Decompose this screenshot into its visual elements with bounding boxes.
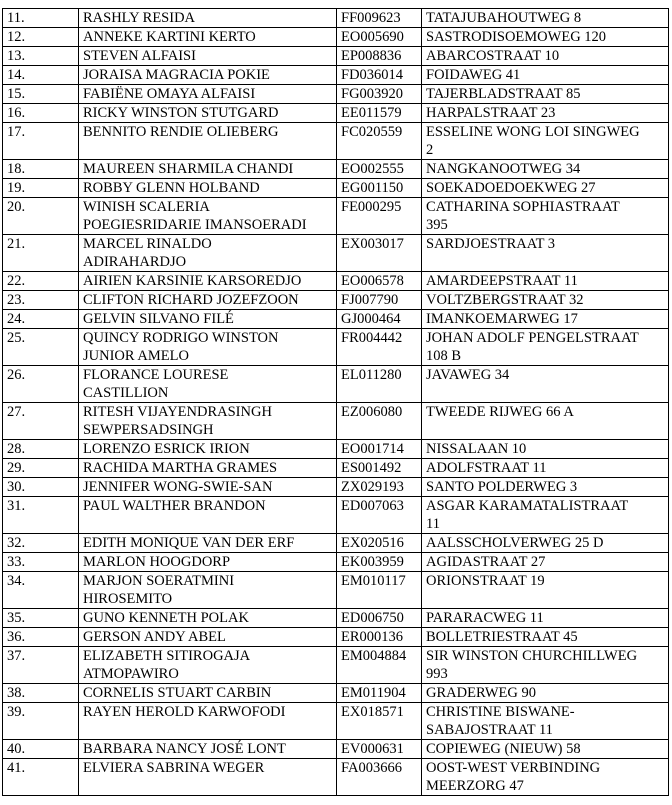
table-row	[3, 272, 669, 291]
address-cell: AALSSCHOLVERWEG 25 D	[422, 534, 669, 553]
id-number-cell: FE000295	[337, 198, 422, 235]
table-row	[3, 198, 669, 235]
address-cell: AMARDEEPSTRAAT 11	[422, 272, 669, 291]
table-row	[3, 684, 669, 703]
row-number-cell: 21.	[3, 235, 79, 272]
id-number-cell: EO001714	[337, 440, 422, 459]
id-number-cell: EM004884	[337, 647, 422, 684]
row-number-cell: 39.	[3, 703, 79, 740]
table-row	[3, 179, 669, 198]
address-cell: SIR WINSTON CHURCHILLWEG 993	[422, 647, 669, 684]
address-cell: OOST-WEST VERBINDING MEERZORG 47	[422, 759, 669, 796]
row-number-cell: 37.	[3, 647, 79, 684]
address-cell: ESSELINE WONG LOI SINGWEG 2	[422, 123, 669, 160]
table-row	[3, 628, 669, 647]
address-cell: SOEKADOEDOEKWEG 27	[422, 179, 669, 198]
row-number-cell: 25.	[3, 329, 79, 366]
id-number-cell: FC020559	[337, 123, 422, 160]
row-number-cell: 29.	[3, 459, 79, 478]
address-cell: IMANKOEMARWEG 17	[422, 310, 669, 329]
address-cell: HARPALSTRAAT 23	[422, 104, 669, 123]
address-cell: NISSALAAN 10	[422, 440, 669, 459]
id-number-cell: EO006578	[337, 272, 422, 291]
id-number-cell: FF009623	[337, 9, 422, 28]
table-row	[3, 759, 669, 796]
name-cell: STEVEN ALFAISI	[79, 47, 337, 66]
table-row	[3, 740, 669, 759]
row-number-cell: 23.	[3, 291, 79, 310]
name-cell: ROBBY GLENN HOLBAND	[79, 179, 337, 198]
id-number-cell: EX003017	[337, 235, 422, 272]
name-cell: AIRIEN KARSINIE KARSOREDJO	[79, 272, 337, 291]
id-number-cell: EM011904	[337, 684, 422, 703]
name-cell: GELVIN SILVANO FILÉ	[79, 310, 337, 329]
name-cell: MARCEL RINALDO ADIRAHARDJO	[79, 235, 337, 272]
table-row	[3, 9, 669, 28]
name-cell: GERSON ANDY ABEL	[79, 628, 337, 647]
row-number-cell: 33.	[3, 553, 79, 572]
row-number-cell: 24.	[3, 310, 79, 329]
table-row	[3, 440, 669, 459]
address-cell: ORIONSTRAAT 19	[422, 572, 669, 609]
id-number-cell: ES001492	[337, 459, 422, 478]
name-cell: QUINCY RODRIGO WINSTON JUNIOR AMELO	[79, 329, 337, 366]
name-cell: RASHLY RESIDA	[79, 9, 337, 28]
address-cell: COPIEWEG (NIEUW) 58	[422, 740, 669, 759]
address-cell: GRADERWEG 90	[422, 684, 669, 703]
id-number-cell: FD036014	[337, 66, 422, 85]
address-cell: CHRISTINE BISWANE- SABAJOSTRAAT 11	[422, 703, 669, 740]
name-cell: CLIFTON RICHARD JOZEFZOON	[79, 291, 337, 310]
table-row	[3, 291, 669, 310]
address-cell: ABARCOSTRAAT 10	[422, 47, 669, 66]
row-number-cell: 17.	[3, 123, 79, 160]
row-number-cell: 32.	[3, 534, 79, 553]
name-cell: JORAISA MAGRACIA POKIE	[79, 66, 337, 85]
name-cell: ELIZABETH SITIROGAJA ATMOPAWIRO	[79, 647, 337, 684]
address-cell: JOHAN ADOLF PENGELSTRAAT 108 B	[422, 329, 669, 366]
id-number-cell: ZX029193	[337, 478, 422, 497]
table-row	[3, 329, 669, 366]
id-number-cell: EX020516	[337, 534, 422, 553]
address-cell: PARARACWEG 11	[422, 609, 669, 628]
name-cell: PAUL WALTHER BRANDON	[79, 497, 337, 534]
address-cell: TATAJUBAHOUTWEG 8	[422, 9, 669, 28]
table-row	[3, 66, 669, 85]
table-row	[3, 366, 669, 403]
name-cell: WINISH SCALERIA POEGIESRIDARIE IMANSOERADI	[79, 198, 337, 235]
row-number-cell: 11.	[3, 9, 79, 28]
address-cell: TWEEDE RIJWEG 66 A	[422, 403, 669, 440]
table-row	[3, 85, 669, 104]
id-number-cell: FR004442	[337, 329, 422, 366]
row-number-cell: 30.	[3, 478, 79, 497]
registry-table	[2, 8, 669, 796]
table-row	[3, 28, 669, 47]
id-number-cell: FA003666	[337, 759, 422, 796]
row-number-cell: 40.	[3, 740, 79, 759]
address-cell: BOLLETRIESTRAAT 45	[422, 628, 669, 647]
row-number-cell: 16.	[3, 104, 79, 123]
address-cell: FOIDAWEG 41	[422, 66, 669, 85]
name-cell: RITESH VIJAYENDRASINGH SEWPERSADSINGH	[79, 403, 337, 440]
row-number-cell: 15.	[3, 85, 79, 104]
table-row	[3, 647, 669, 684]
name-cell: ELVIERA SABRINA WEGER	[79, 759, 337, 796]
name-cell: MAUREEN SHARMILA CHANDI	[79, 160, 337, 179]
row-number-cell: 22.	[3, 272, 79, 291]
id-number-cell: ER000136	[337, 628, 422, 647]
table-row	[3, 497, 669, 534]
name-cell: RAYEN HEROLD KARWOFODI	[79, 703, 337, 740]
name-cell: LORENZO ESRICK IRION	[79, 440, 337, 459]
id-number-cell: EM010117	[337, 572, 422, 609]
name-cell: EDITH MONIQUE VAN DER ERF	[79, 534, 337, 553]
row-number-cell: 41.	[3, 759, 79, 796]
row-number-cell: 20.	[3, 198, 79, 235]
id-number-cell: EG001150	[337, 179, 422, 198]
name-cell: GUNO KENNETH POLAK	[79, 609, 337, 628]
name-cell: MARJON SOERATMINI HIROSEMITO	[79, 572, 337, 609]
name-cell: JENNIFER WONG-SWIE-SAN	[79, 478, 337, 497]
id-number-cell: FG003920	[337, 85, 422, 104]
address-cell: ASGAR KARAMATALISTRAAT 11	[422, 497, 669, 534]
table-row	[3, 553, 669, 572]
id-number-cell: EZ006080	[337, 403, 422, 440]
row-number-cell: 38.	[3, 684, 79, 703]
id-number-cell: EE011579	[337, 104, 422, 123]
address-cell: NANGKANOOTWEG 34	[422, 160, 669, 179]
name-cell: FABIËNE OMAYA ALFAISI	[79, 85, 337, 104]
name-cell: FLORANCE LOURESE CASTILLION	[79, 366, 337, 403]
table-row	[3, 478, 669, 497]
id-number-cell: EX018571	[337, 703, 422, 740]
table-row	[3, 123, 669, 160]
row-number-cell: 26.	[3, 366, 79, 403]
table-row	[3, 310, 669, 329]
row-number-cell: 18.	[3, 160, 79, 179]
id-number-cell: ED006750	[337, 609, 422, 628]
name-cell: ANNEKE KARTINI KERTO	[79, 28, 337, 47]
row-number-cell: 27.	[3, 403, 79, 440]
row-number-cell: 19.	[3, 179, 79, 198]
address-cell: AGIDASTRAAT 27	[422, 553, 669, 572]
address-cell: SANTO POLDERWEG 3	[422, 478, 669, 497]
name-cell: BENNITO RENDIE OLIEBERG	[79, 123, 337, 160]
table-row	[3, 609, 669, 628]
table-row	[3, 160, 669, 179]
table-row	[3, 235, 669, 272]
id-number-cell: GJ000464	[337, 310, 422, 329]
id-number-cell: EL011280	[337, 366, 422, 403]
table-body	[3, 9, 669, 796]
id-number-cell: EO005690	[337, 28, 422, 47]
row-number-cell: 36.	[3, 628, 79, 647]
address-cell: JAVAWEG 34	[422, 366, 669, 403]
row-number-cell: 14.	[3, 66, 79, 85]
name-cell: BARBARA NANCY JOSÉ LONT	[79, 740, 337, 759]
id-number-cell: EV000631	[337, 740, 422, 759]
row-number-cell: 34.	[3, 572, 79, 609]
address-cell: TAJERBLADSTRAAT 85	[422, 85, 669, 104]
table-row	[3, 47, 669, 66]
address-cell: CATHARINA SOPHIASTRAAT 395	[422, 198, 669, 235]
id-number-cell: EP008836	[337, 47, 422, 66]
id-number-cell: FJ007790	[337, 291, 422, 310]
table-row	[3, 104, 669, 123]
table-row	[3, 403, 669, 440]
row-number-cell: 12.	[3, 28, 79, 47]
id-number-cell: EO002555	[337, 160, 422, 179]
name-cell: MARLON HOOGDORP	[79, 553, 337, 572]
table-row	[3, 703, 669, 740]
table-row	[3, 572, 669, 609]
name-cell: RICKY WINSTON STUTGARD	[79, 104, 337, 123]
name-cell: RACHIDA MARTHA GRAMES	[79, 459, 337, 478]
row-number-cell: 28.	[3, 440, 79, 459]
address-cell: ADOLFSTRAAT 11	[422, 459, 669, 478]
table-row	[3, 459, 669, 478]
row-number-cell: 13.	[3, 47, 79, 66]
address-cell: SASTRODISOEMOWEG 120	[422, 28, 669, 47]
address-cell: VOLTZBERGSTRAAT 32	[422, 291, 669, 310]
row-number-cell: 31.	[3, 497, 79, 534]
name-cell: CORNELIS STUART CARBIN	[79, 684, 337, 703]
table-row	[3, 534, 669, 553]
address-cell: SARDJOESTRAAT 3	[422, 235, 669, 272]
id-number-cell: EK003959	[337, 553, 422, 572]
row-number-cell: 35.	[3, 609, 79, 628]
id-number-cell: ED007063	[337, 497, 422, 534]
